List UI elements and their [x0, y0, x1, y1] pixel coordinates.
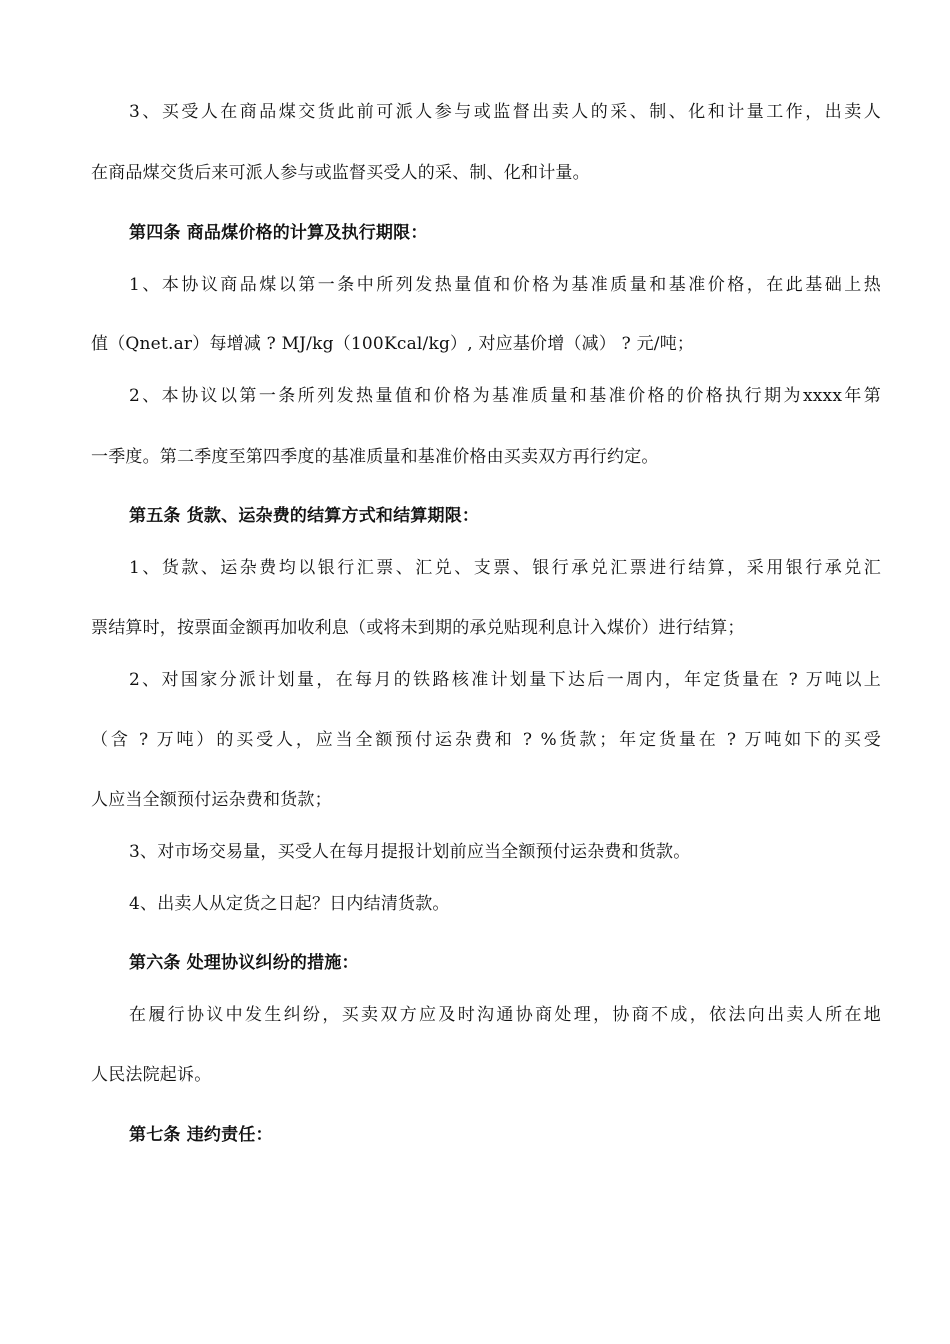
article-6-text-line-2: 人民法院起诉。: [91, 1065, 212, 1085]
article-5-item-1-line-1: 1、货款、运杂费均以银行汇票、汇兑、支票、银行承兑汇票进行结算，采用银行承兑汇: [129, 558, 881, 578]
article-4-item-1-line-1: 1、本协议商品煤以第一条中所列发热量值和价格为基准质量和基准价格，在此基础上热: [129, 275, 881, 295]
article-4-item-2-line-1: 2、本协议以第一条所列发热量值和价格为基准质量和基准价格的价格执行期为xxxx年第: [129, 386, 881, 406]
article-5-item-1-line-2: 票结算时，按票面金额再加收利息（或将未到期的承兑贴现利息计入煤价）进行结算；: [91, 618, 745, 638]
article-4-item-1-line-2: 值（Qnet.ar）每增减 ? MJ/kg（100Kcal/kg）, 对应基价增（减） ? 元/吨；: [91, 334, 695, 354]
article-6-heading: 第六条 处理协议纠纷的措施：: [129, 953, 359, 973]
article-4-item-2-line-2: 一季度。第二季度至第四季度的基准质量和基准价格由买卖双方再行约定。: [91, 447, 659, 467]
article-5-item-3: 3、对市场交易量，买受人在每月提报计划前应当全额预付运杂费和货款。: [129, 842, 691, 862]
article-5-item-2-line-1: 2、对国家分派计划量，在每月的铁路核准计划量下达后一周内，年定货量在 ? 万吨以上: [129, 670, 881, 690]
article-5-item-2-line-3: 人应当全额预付运杂费和货款；: [91, 790, 332, 810]
article-7-heading: 第七条 违约责任：: [129, 1125, 273, 1145]
article-5-item-4: 4、出卖人从定货之日起？日内结清货款。: [129, 894, 450, 914]
article-5-heading: 第五条 货款、运杂费的结算方式和结算期限：: [129, 506, 480, 526]
article-4-heading: 第四条 商品煤价格的计算及执行期限：: [129, 223, 428, 243]
clause-3-line-1: 3、买受人在商品煤交货此前可派人参与或监督出卖人的采、制、化和计量工作，出卖人: [129, 102, 881, 122]
article-6-text-line-1: 在履行协议中发生纠纷，买卖双方应及时沟通协商处理，协商不成，依法向出卖人所在地: [129, 1005, 881, 1025]
clause-3-line-2: 在商品煤交货后来可派人参与或监督买受人的采、制、化和计量。: [91, 163, 590, 183]
article-5-item-2-line-2: （含 ? 万吨）的买受人，应当全额预付运杂费和 ? %货款；年定货量在 ? 万吨如下的买受: [91, 730, 881, 750]
